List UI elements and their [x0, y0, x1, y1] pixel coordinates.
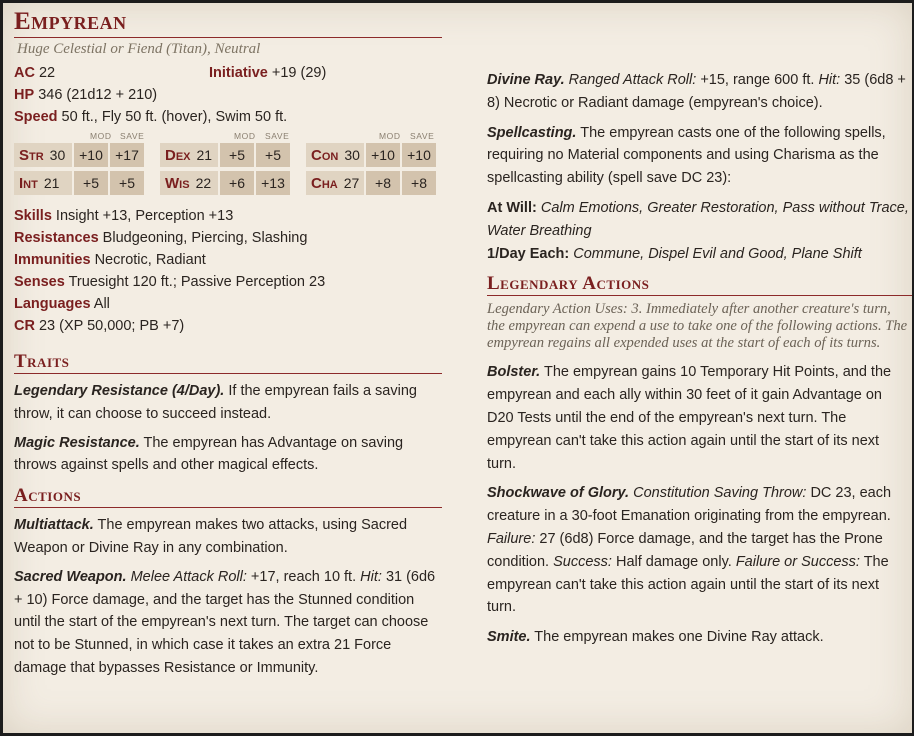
action-multiattack — [14, 514, 442, 560]
senses-value: Truesight 120 ft.; Passive Perception 23 — [68, 274, 326, 290]
mod-header: MOD — [379, 131, 401, 141]
ability-headers — [14, 131, 442, 143]
trait-text: The empyrean has Advantage on saving throws against spells and other magical effects. — [14, 434, 404, 474]
actions-heading: Actions — [14, 485, 82, 507]
hp-label: HP — [14, 87, 35, 103]
ability-mod: +10 — [74, 143, 108, 167]
ability-abbr: Con — [311, 146, 339, 164]
cr-value: 23 (XP 50,000; PB +7) — [38, 318, 185, 334]
action-name: Spellcasting. — [487, 124, 577, 141]
action-spellcasting — [487, 122, 912, 190]
legendary-intro: Legendary Action Uses: 3. Immediately after another creature's turn, the empyrean can expend a use to take one of the following actions. The empyrean regains all expended uses at the start of each of its turns. — [487, 301, 908, 352]
immunities-line — [14, 249, 442, 271]
at-will-spells: Calm Emotions, Greater Restoration, Pass without Trace, Water Breathing — [487, 199, 909, 239]
speed-label: Speed — [14, 109, 58, 125]
daily-spells: Commune, Dispel Evil and Good, Plane Shift — [573, 245, 862, 262]
ability-str — [14, 143, 144, 167]
legendary-heading: Legendary Actions — [487, 273, 650, 295]
creature-name: Empyrean — [14, 8, 127, 35]
action-name: Bolster. — [487, 364, 541, 381]
success-text: Half damage only. — [615, 553, 732, 570]
hit-label: Hit: — [818, 72, 841, 88]
trait-name: Magic Resistance. — [14, 434, 140, 451]
failure-or-success-label: Failure or Success: — [735, 553, 860, 570]
failure-label: Failure: — [487, 530, 536, 547]
ability-int — [14, 171, 144, 195]
skills-label: Skills — [14, 208, 52, 224]
trait-text: If the empyrean fails a saving throw, it can choose to succeed instead. — [14, 383, 417, 422]
ability-con — [306, 143, 436, 167]
legendary-smite — [487, 626, 912, 649]
ability-save: +5 — [256, 143, 290, 167]
ability-score: 22 — [195, 175, 212, 191]
ac-line — [14, 62, 442, 84]
action-text: The empyrean makes one Divine Ray attack. — [534, 629, 824, 646]
action-text: 35 (6d8 + 8) Necrotic or Radiant damage (empyrean's choice). — [487, 72, 906, 111]
trait-legendary-resistance — [14, 380, 442, 426]
hp-line — [14, 84, 442, 106]
ability-score: 27 — [343, 175, 360, 191]
ability-wis — [160, 171, 290, 195]
traits-heading: Traits — [14, 351, 70, 372]
right-column — [487, 69, 912, 649]
failure-text: 27 (6d8) Force damage, and the target has the Prone condition. — [487, 530, 883, 570]
ability-score: 30 — [344, 147, 360, 163]
speed-line — [14, 106, 442, 128]
ability-score: 21 — [43, 175, 60, 191]
save-header: SAVE — [120, 131, 145, 141]
ability-save: +5 — [110, 171, 144, 195]
initiative — [209, 62, 326, 84]
attack-roll-value: +15, range 600 ft. — [700, 72, 815, 88]
ability-mod: +10 — [366, 143, 400, 167]
ability-mod: +6 — [220, 171, 254, 195]
action-text: The empyrean makes two attacks, using Sacred Weapon or Divine Ray in any combination. — [14, 517, 408, 556]
legendary-bolster — [487, 361, 912, 475]
ability-save: +8 — [402, 171, 436, 195]
ability-grid — [14, 143, 442, 195]
action-text: The empyrean gains 10 Temporary Hit Points, and the empyrean and each ally within 30 feet of it gain Advantage on D20 Tests until the end of the empyrean's next turn. The empyrean can't take this action again until the start of its next turn. — [487, 364, 892, 472]
ability-save: +10 — [402, 143, 436, 167]
ability-abbr: Cha — [311, 174, 338, 192]
hp-value: 346 (21d12 + 210) — [38, 87, 158, 103]
failure-or-success-text: The empyrean can't take this action again until the start of its next turn. — [487, 553, 889, 616]
action-text: The empyrean casts one of the following spells, requiring no Material components and using Charisma as the spellcasting ability (spell save DC 23): — [487, 124, 886, 187]
daily-label: 1/Day Each: — [487, 245, 570, 262]
ability-score: 30 — [49, 147, 66, 163]
senses-label: Senses — [14, 274, 65, 290]
action-sacred-weapon — [14, 566, 442, 680]
ability-abbr: Wis — [165, 174, 190, 192]
ac-value: 22 — [38, 65, 56, 81]
skills-line — [14, 205, 442, 227]
left-column — [14, 7, 442, 680]
spells-daily — [487, 243, 912, 266]
cr-label: CR — [14, 318, 35, 334]
ability-mod: +5 — [220, 143, 254, 167]
immunities-label: Immunities — [14, 252, 91, 268]
ability-abbr: Int — [19, 174, 38, 192]
senses-line — [14, 271, 442, 293]
stat-block — [3, 3, 912, 733]
languages-label: Languages — [14, 296, 91, 312]
trait-name: Legendary Resistance (4/Day). — [14, 383, 225, 399]
ability-dex — [160, 143, 290, 167]
attack-roll-label: Melee Attack Roll: — [130, 568, 247, 585]
ability-abbr: Dex — [165, 146, 191, 164]
resistances-line — [14, 227, 442, 249]
success-label: Success: — [553, 553, 612, 570]
creature-meta: Huge Celestial or Fiend (Titan), Neutral — [17, 41, 261, 57]
title-divider — [14, 37, 442, 38]
action-name: Divine Ray. — [487, 72, 565, 88]
cr-line — [14, 315, 442, 337]
ability-cha — [306, 171, 436, 195]
hit-label: Hit: — [360, 568, 382, 585]
initiative-label: Initiative — [209, 65, 268, 81]
action-name: Multiattack. — [14, 517, 94, 534]
skills-value: Insight +13, Perception +13 — [55, 208, 234, 224]
action-name: Sacred Weapon. — [14, 568, 127, 585]
resistances-value: Bludgeoning, Piercing, Slashing — [102, 230, 308, 246]
at-will-label: At Will: — [487, 199, 537, 216]
mod-header: MOD — [234, 131, 256, 141]
action-text: DC 23, each creature in a 30-foot Emanation originating from the empyrean. — [487, 485, 892, 525]
languages-value: All — [93, 296, 110, 312]
languages-line — [14, 293, 442, 315]
ac-label: AC — [14, 65, 35, 81]
initiative-value: +19 (29) — [271, 65, 327, 81]
legendary-shockwave — [487, 482, 912, 619]
action-divine-ray — [487, 69, 912, 115]
ability-abbr: Str — [19, 146, 44, 164]
action-text: 31 (6d6 + 10) Force damage, and the target has the Stunned condition until the start of the empyrean's next turn. The target can choose not to be Stunned, in which case it takes an extra 21 Force damage that bypasses Resistance or Immunity. — [14, 568, 436, 676]
immunities-value: Necrotic, Radiant — [94, 252, 206, 268]
attack-roll-value: +17, reach 10 ft. — [250, 568, 357, 585]
mod-header: MOD — [90, 131, 112, 141]
ability-save: +13 — [256, 171, 290, 195]
save-header: SAVE — [265, 131, 290, 141]
ability-score: 21 — [196, 147, 213, 163]
saving-throw-label: Constitution Saving Throw: — [633, 485, 807, 502]
spells-at-will — [487, 197, 912, 243]
ability-mod: +8 — [366, 171, 400, 195]
speed-value: 50 ft., Fly 50 ft. (hover), Swim 50 ft. — [61, 109, 288, 125]
attack-roll-label: Ranged Attack Roll: — [568, 72, 697, 88]
resistances-label: Resistances — [14, 230, 99, 246]
ability-mod: +5 — [74, 171, 108, 195]
save-header: SAVE — [410, 131, 435, 141]
action-name: Smite. — [487, 629, 531, 646]
action-name: Shockwave of Glory. — [487, 485, 630, 502]
ability-save: +17 — [110, 143, 144, 167]
trait-magic-resistance — [14, 432, 442, 478]
